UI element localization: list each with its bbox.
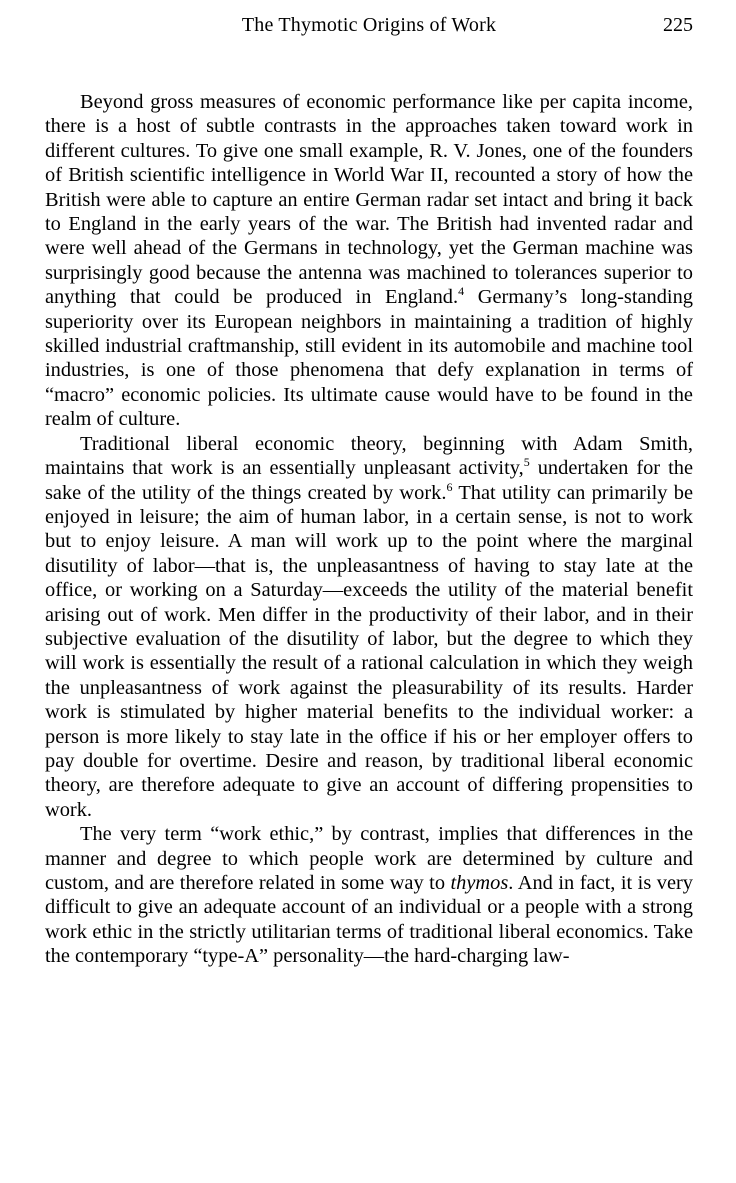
italic-term: thymos <box>450 872 509 894</box>
paragraph-text: The very term “work ethic,” by contrast, implies that differences in the manner and degree to which people work are determined by culture and custom, and are therefore related in some way to <box>45 823 693 894</box>
paragraph <box>45 822 693 968</box>
book-page <box>45 10 693 969</box>
paragraph-text: Beyond gross measures of economic performance like per capita income, there is a host of subtle contrasts in the approaches taken toward work in different cultures. To give one small example, R. V. Jones, one of the founders of British scientific intelligence in World War II, recounted a story of how the British were able to capture an entire German radar set intact and bring it back to England in the early years of the war. The British had invented radar and were well ahead of the Germans in technology, yet the German machine was surprisingly good because the antenna was machined to tolerances superior to anything that could be produced in England. <box>45 91 693 309</box>
footnote-ref: 4 <box>458 284 465 299</box>
paragraph-text: Germany’s long-standing superiority over its European neighbors in maintaining a tradition of highly skilled industrial craftmanship, still evident in its automobile and machine tool industries, is one of those phenomena that defy explanation in terms of “macro” economic policies. Its ultimate cause would have to be found in the realm of culture. <box>45 286 693 431</box>
page-number: 225 <box>663 14 693 36</box>
running-head <box>45 10 693 46</box>
paragraph-text: . And in fact, it is very difficult to give an adequate account of an individual or a people with a strong work ethic in the strictly utilitarian terms of traditional liberal economics. Take the contemporary “type-A” personality—the hard-charging law- <box>45 872 693 968</box>
paragraph-text: Traditional liberal economic theory, beginning with Adam Smith, maintains that work is an essentially unpleasant activity, <box>45 432 693 480</box>
footnote-ref: 5 <box>523 455 530 470</box>
paragraph <box>45 432 693 823</box>
paragraph-text: undertaken for the sake of the utility of the things created by work. <box>45 457 693 504</box>
footnote-ref: 6 <box>446 479 453 494</box>
running-title: The Thymotic Origins of Work <box>241 14 497 36</box>
paragraph-text: That utility can primarily be enjoyed in leisure; the aim of human labor, in a certain sense, is not to work but to enjoy leisure. A man will work up to the point where the marginal disutility of labor—that is, the unpleasantness of having to stay late at the office, or working on a Saturday—exceeds the utility of the material benefit arising out of work. Men differ in the productivity of their labor, and in their subjective evaluation of the disutility of labor, but the degree to which they will work is essentially the result of a rational calculation in which they weigh the unpleasantness of work against the pleasurability of its results. Harder work is stimulated by higher material benefits to the individual worker: a person is more likely to stay late in the office if his or her employer offers to pay double for overtime. Desire and reason, by traditional liberal economic theory, are therefore adequate to give an account of differing propensities to work. <box>45 481 694 821</box>
paragraph <box>45 90 693 432</box>
body-text <box>45 90 693 969</box>
